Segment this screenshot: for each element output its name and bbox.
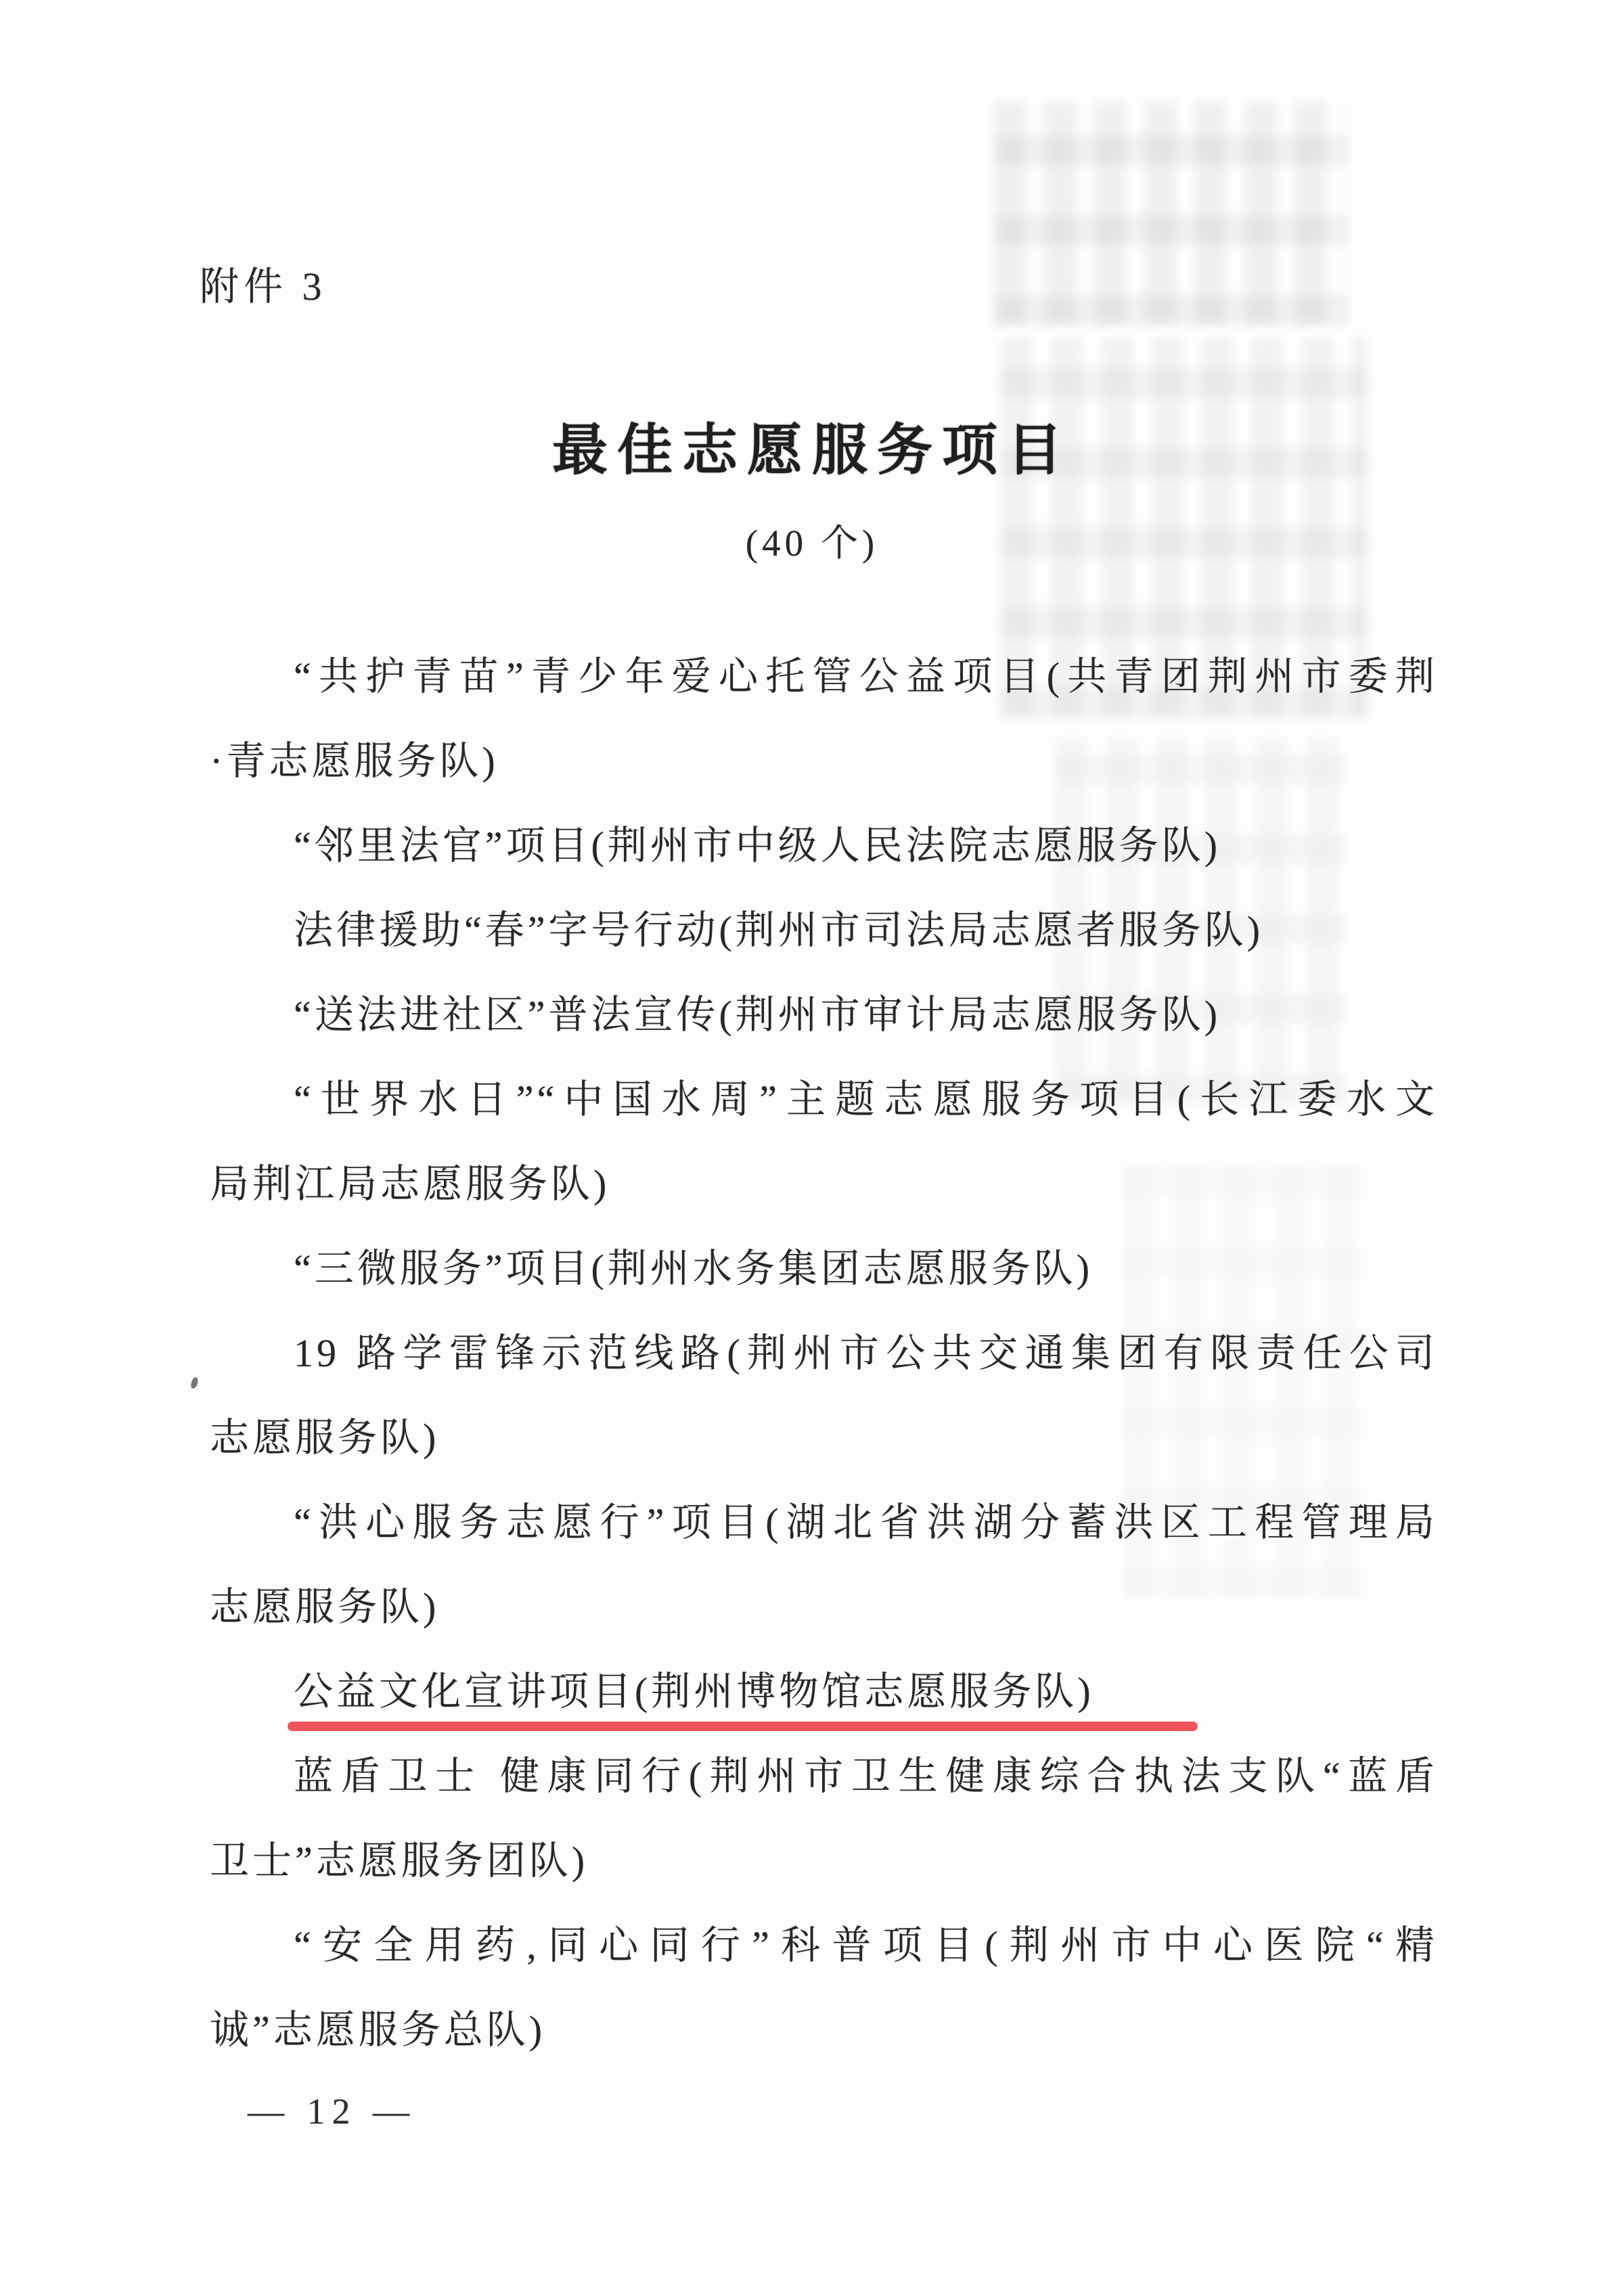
text-line: 卫士”志愿服务团队): [210, 1839, 589, 1883]
text-line: ·青志愿服务队): [210, 739, 499, 783]
text-line: 志愿服务队): [210, 1416, 440, 1460]
attachment-label: 附件 3: [200, 265, 327, 309]
text-line: 志愿服务队): [210, 1585, 440, 1629]
text-line: 诚”志愿服务总队): [210, 2008, 546, 2052]
scan-speck-artifact: [190, 1376, 199, 1389]
text-line: 19 路学雷锋示范线路(荆州市公共交通集团有限责任公司: [294, 1331, 1438, 1375]
text-line: “洪心服务志愿行”项目(湖北省洪湖分蓄洪区工程管理局: [294, 1500, 1438, 1544]
document-title: 最佳志愿服务项目: [551, 420, 1072, 481]
text-line: 局荆江局志愿服务队): [210, 1162, 610, 1206]
text-line: “三微服务”项目(荆州水务集团志愿服务队): [294, 1247, 1093, 1291]
text-line: 法律援助“春”字号行动(荆州市司法局志愿者服务队): [294, 908, 1264, 952]
text-line: 公益文化宣讲项目(荆州博物馆志愿服务队): [294, 1669, 1094, 1713]
text-line: 蓝盾卫士 健康同行(荆州市卫生健康综合执法支队“蓝盾: [294, 1754, 1438, 1798]
bleedthrough-ghost: [995, 102, 1347, 325]
page-number: — 12 —: [248, 2091, 416, 2132]
red-underline-annotation: [288, 1722, 1198, 1731]
text-line: “安全用药,同心同行”科普项目(荆州市中心医院“精: [294, 1923, 1438, 1967]
text-line: “世界水日”“中国水周”主题志愿服务项目(长江委水文: [294, 1077, 1438, 1121]
text-line: “邻里法官”项目(荆州市中级人民法院志愿服务队): [294, 824, 1221, 868]
document-body: [210, 634, 1438, 2072]
text-line: “共护青苗”青少年爱心托管公益项目(共青团荆州市委荆: [294, 654, 1438, 698]
text-line: “送法进社区”普法宣传(荆州市审计局志愿服务队): [294, 993, 1221, 1037]
document-subtitle-count: (40 个): [745, 522, 879, 564]
